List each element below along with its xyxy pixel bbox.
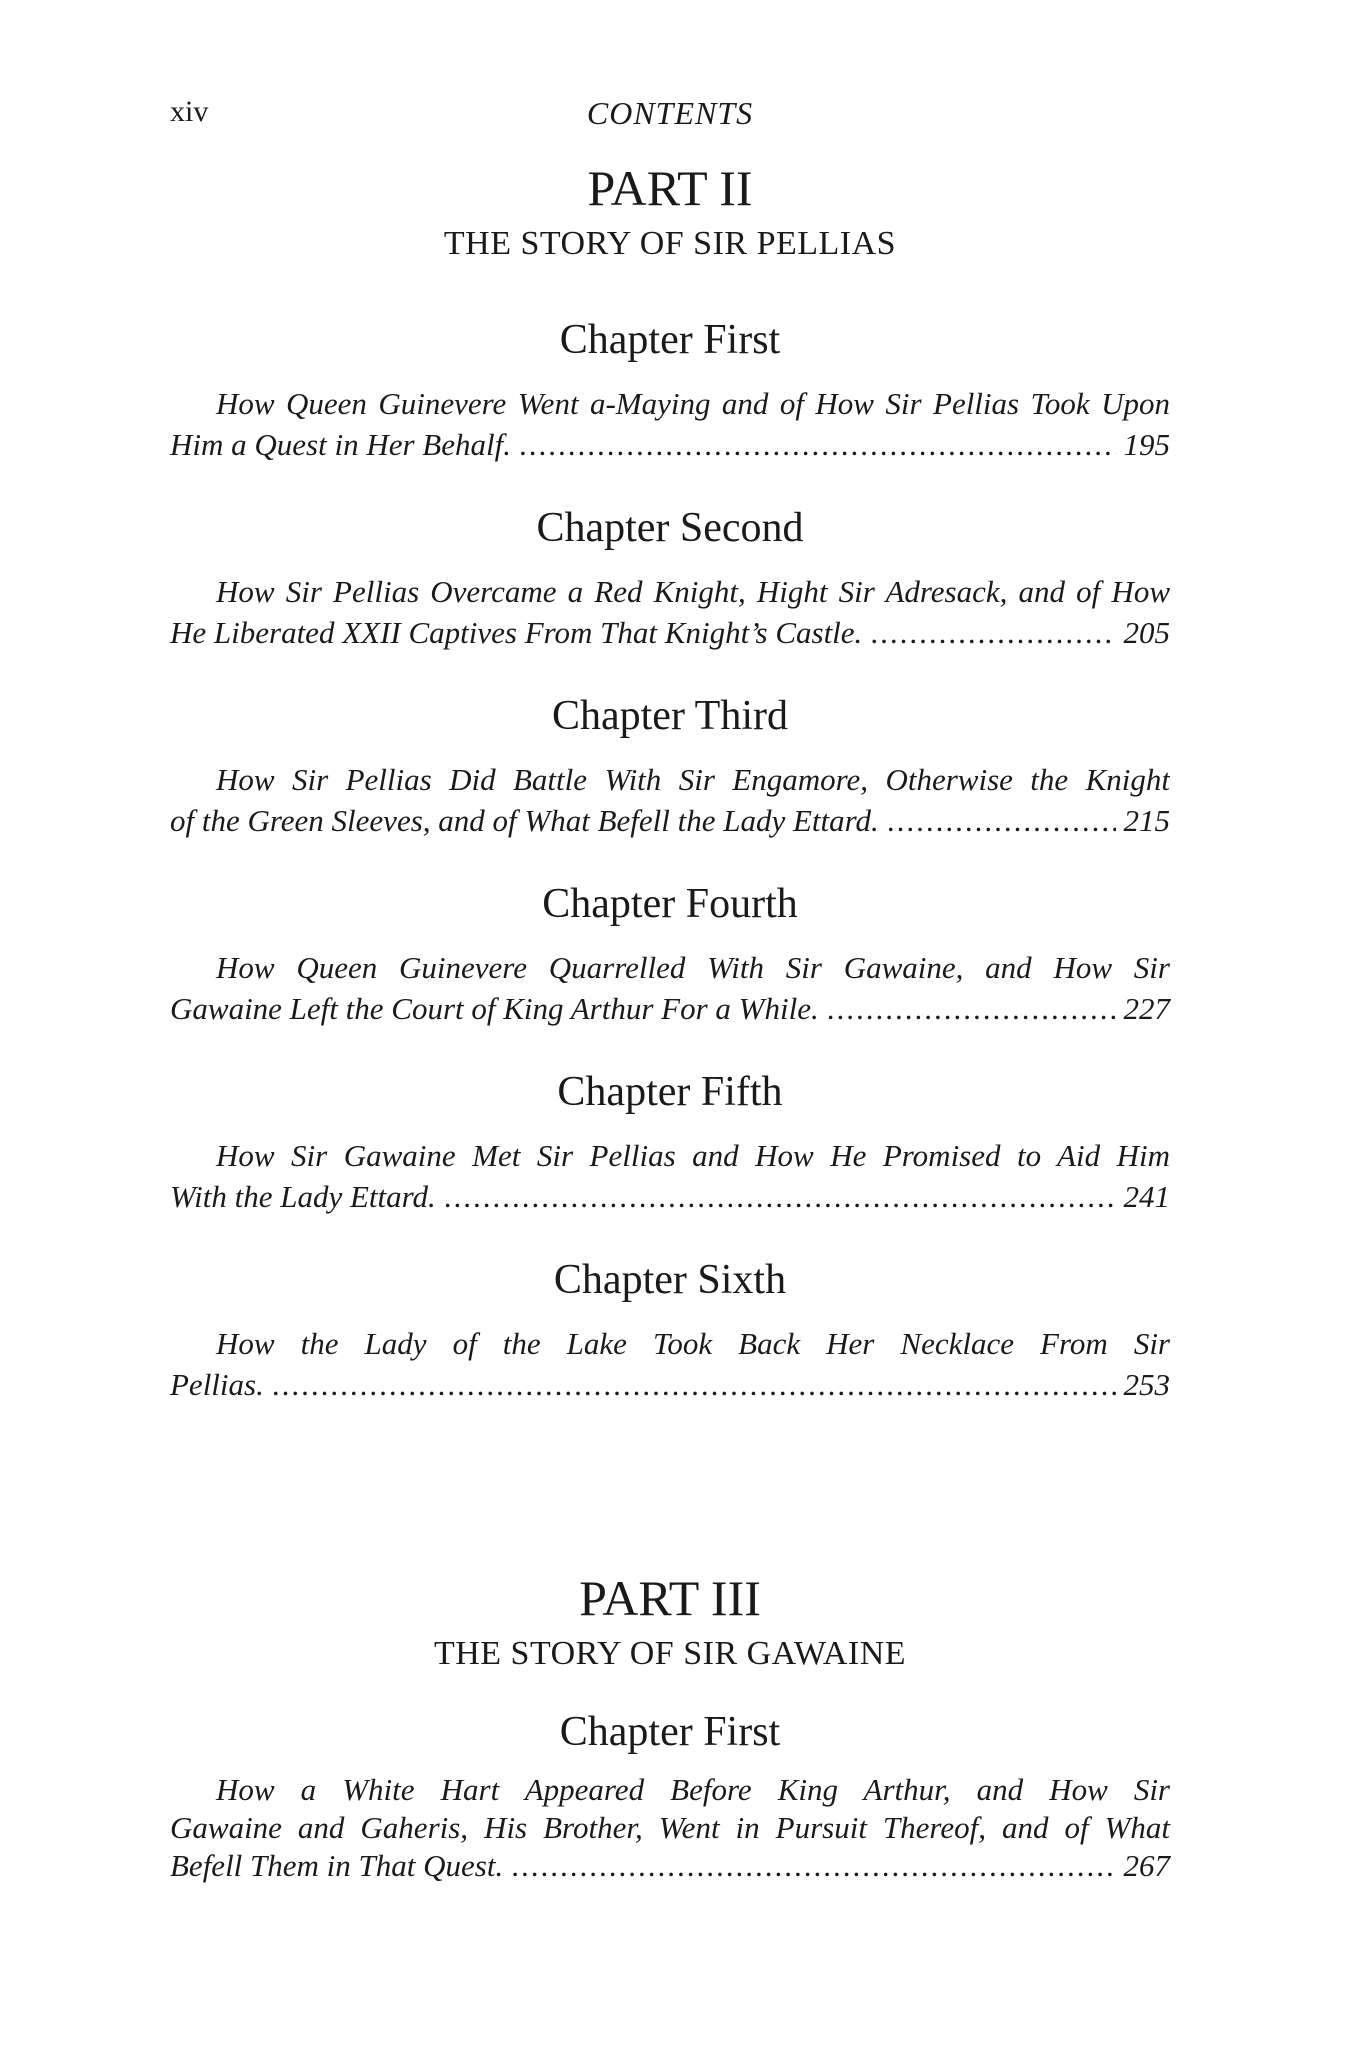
part-heading-ii — [170, 160, 1170, 266]
dot-leader — [827, 988, 1116, 1029]
description-line: How a White Hart Appeared Before King Arthur, and How Sir — [216, 1772, 1170, 1807]
description-line: Gawaine and Gaheris, His Brother, Went in Pursuit Thereof, and of What — [170, 1810, 1170, 1845]
description-line: How Queen Guinevere Quarrelled With Sir Gawaine, and How Sir — [216, 950, 1170, 985]
page-reference[interactable]: 205 — [1123, 615, 1170, 650]
page-reference[interactable]: 253 — [1123, 1367, 1170, 1402]
part-heading-iii — [170, 1570, 1170, 1676]
page-number: xiv — [170, 95, 209, 128]
chapter-title: Chapter Third — [551, 693, 788, 739]
running-head — [170, 95, 1170, 137]
running-title: CONTENTS — [586, 95, 754, 131]
chapter-description — [170, 1323, 1170, 1405]
page-reference[interactable]: 241 — [1123, 1179, 1170, 1214]
description-line: How Sir Pellias Did Battle With Sir Engamore, Otherwise the Knight — [216, 762, 1170, 797]
chapter-title: Chapter First — [559, 1709, 781, 1755]
chapter-title: Chapter Fourth — [542, 881, 798, 927]
description-line: He Liberated XXII Captives From That Knight’s Castle. — [170, 615, 863, 650]
chapter-description — [170, 1771, 1170, 1885]
chapter-description — [170, 1135, 1170, 1217]
chapter-title: Chapter First — [559, 317, 781, 363]
dot-leader — [870, 612, 1115, 653]
toc-entry[interactable] — [170, 503, 1170, 653]
chapter-title: Chapter Second — [536, 505, 804, 551]
page-reference[interactable]: 195 — [1123, 427, 1170, 462]
description-line: Gawaine Left the Court of King Arthur For a While. — [170, 991, 819, 1026]
dot-leader — [511, 1847, 1115, 1885]
description-line: Befell Them in That Quest. — [170, 1848, 504, 1883]
description-line: Pellias. — [170, 1367, 264, 1402]
description-line: How the Lady of the Lake Took Back Her Necklace From Sir — [216, 1326, 1170, 1361]
description-last-line — [170, 1176, 1170, 1217]
part-subtitle: THE STORY OF SIR GAWAINE — [433, 1635, 907, 1672]
description-line: of the Green Sleeves, and of What Befell the Lady Ettard. — [170, 803, 879, 838]
description-last-line — [170, 1847, 1170, 1885]
toc-entry[interactable] — [170, 691, 1170, 841]
chapter-description — [170, 383, 1170, 465]
chapter-description — [170, 947, 1170, 1029]
description-last-line — [170, 612, 1170, 653]
page-reference[interactable]: 215 — [1123, 803, 1170, 838]
toc-entry[interactable] — [170, 1067, 1170, 1217]
page-reference[interactable]: 267 — [1123, 1848, 1170, 1883]
description-last-line — [170, 988, 1170, 1029]
contents-page — [170, 0, 1170, 2048]
toc-entry[interactable] — [170, 1707, 1170, 1885]
description-last-line — [170, 800, 1170, 841]
chapter-title: Chapter Sixth — [553, 1257, 787, 1303]
part-title: PART III — [579, 1570, 761, 1626]
chapter-description — [170, 759, 1170, 841]
description-line: How Sir Gawaine Met Sir Pellias and How He Promised to Aid Him — [216, 1138, 1170, 1173]
toc-entry[interactable] — [170, 315, 1170, 465]
dot-leader — [887, 800, 1116, 841]
dot-leader — [444, 1176, 1116, 1217]
chapter-title: Chapter Fifth — [557, 1069, 783, 1115]
page-reference[interactable]: 227 — [1123, 991, 1170, 1026]
part-subtitle: THE STORY OF SIR PELLIAS — [443, 225, 897, 262]
dot-leader — [519, 424, 1116, 465]
description-line: With the Lady Ettard. — [170, 1179, 436, 1214]
description-line: How Queen Guinevere Went a-Maying and of How Sir Pellias Took Upon — [216, 386, 1170, 421]
description-last-line — [170, 424, 1170, 465]
toc-entry[interactable] — [170, 1255, 1170, 1405]
description-line: How Sir Pellias Overcame a Red Knight, Hight Sir Adresack, and of How — [216, 574, 1170, 609]
toc-entry[interactable] — [170, 879, 1170, 1029]
description-last-line — [170, 1364, 1170, 1405]
dot-leader — [272, 1364, 1116, 1405]
part-title: PART II — [587, 160, 753, 216]
description-line: Him a Quest in Her Behalf. — [170, 427, 511, 462]
chapter-description — [170, 571, 1170, 653]
